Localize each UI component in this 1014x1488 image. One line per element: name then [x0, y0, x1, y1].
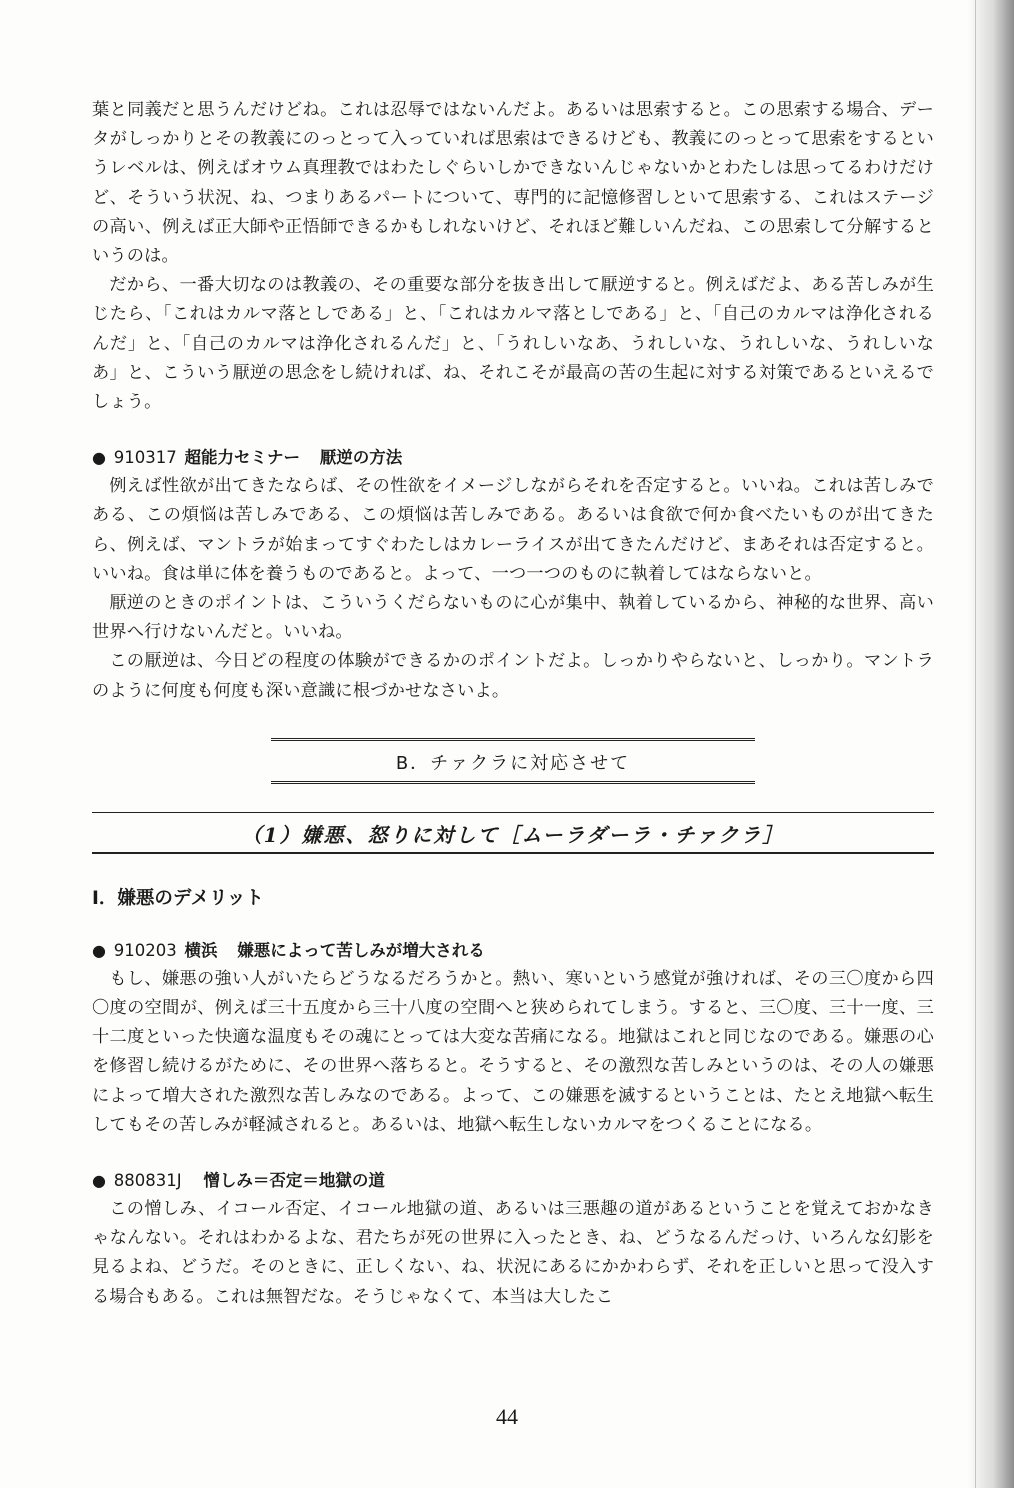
entry-code: 910317	[113, 448, 177, 468]
body-paragraph: 厭逆のときのポイントは、こういうくだらないものに心が集中、執着しているから、神秘的な世界、高い世界へ行けないんだと。いいね。	[92, 593, 934, 643]
body-paragraph: この厭逆は、今日どの程度の体験ができるかのポイントだよ。しっかりやらないと、しっかり。マントラのように何度も何度も深い意識に根づかせなさいよ。	[92, 651, 934, 701]
subsection-heading: Ⅰ．嫌悪のデメリット	[92, 887, 264, 909]
entry-title: 憎しみ＝否定＝地獄の道	[203, 1171, 385, 1191]
body-paragraph: だから、一番大切なのは教義の、その重要な部分を抜き出して厭逆すると。例えばだよ、ある苦しみが生じたら、「これはカルマ落としである」と、「これはカルマ落としである」と、「自己のカルマは浄化されるんだ」と、「自己のカルマは浄化されるんだ」と、「うれしいなあ、うれしいな、うれしいな、うれしいなあ」と、こういう厭逆の思念をし続ければ、ね、それこそが最高の苦の生起に対する対策であるといえるでしょう。	[92, 275, 934, 413]
page-number: 44	[496, 1404, 518, 1429]
body-paragraph: この憎しみ、イコール否定、イコール地獄の道、あるいは三悪趣の道があるということを覚えておかなきゃなんない。それはわかるよな、君たちが死の世界に入ったとき、ね、どうなるんだっけ、いろんな幻影を見るよね、どうだ。そのときに、正しくない、ね、状況にあるにかかわらず、それを正しいと思って没入する場合もある。これは無智だな。そうじゃなくて、本当は大したこ	[92, 1199, 934, 1307]
entry-heading	[92, 443, 934, 472]
entry-code: 880831J	[113, 1171, 182, 1191]
entry-subtitle: 嫌悪によって苦しみが増大される	[237, 940, 485, 960]
body-paragraph: 例えば性欲が出てきたならば、その性欲をイメージしながらそれを否定すると。いいね。これは苦しみである、この煩悩は苦しみである、この煩悩は苦しみである。あるいは食欲で何か食べたいものが出てきたら、例えば、マントラが始まってすぐわたしはカレーライスが出てきたんだけど、まあそれは否定すると。いいね。食は単に体を養うものであると。よって、一つ一つのものに執着してはならないと。	[92, 476, 934, 584]
subsection-banner: （1）嫌悪、怒りに対して［ムーラダーラ・チァクラ］	[92, 812, 934, 854]
bullet-icon: ●	[92, 448, 106, 468]
scan-edge-line	[975, 0, 976, 1488]
entry-title: 超能力セミナー	[184, 448, 300, 468]
bullet-icon: ●	[92, 940, 106, 960]
bullet-icon: ●	[92, 1171, 106, 1191]
section-heading: B．チァクラに対応させて	[271, 738, 755, 784]
entry-heading	[92, 936, 934, 965]
entry-heading	[92, 1166, 934, 1195]
page-content	[92, 96, 934, 1312]
entry-subtitle: 厭逆の方法	[319, 448, 403, 468]
entry-title: 横浜	[184, 940, 218, 960]
entry-code: 910203	[113, 940, 177, 960]
body-paragraph: もし、嫌悪の強い人がいたらどうなるだろうかと。熱い、寒いという感覚が強ければ、その三〇度から四〇度の空間が、例えば三十五度から三十八度の空間へと狭められてしまう。すると、三〇度、三十一度、三十二度といった快適な温度もその魂にとっては大変な苦痛になる。地獄はこれと同じなのである。嫌悪の心を修習し続けるがために、その世界へ落ちると。そうすると、その激烈な苦しみというのは、その人の嫌悪によって増大された激烈な苦しみなのである。よって、この嫌悪を滅するということは、たとえ地獄へ転生してもその苦しみが軽減されると。あるいは、地獄へ転生しないカルマをつくることになる。	[92, 968, 934, 1135]
body-paragraph: 葉と同義だと思うんだけどね。これは忍辱ではないんだよ。あるいは思索すると。この思索する場合、データがしっかりとその教義にのっとって入っていれば思索はできるけども、教義にのっとって思索をするというレベルは、例えばオウム真理教ではわたしぐらいしかできないんじゃないかとわたしは思ってるわけだけど、そういう状況、ね、つまりあるパートについて、専門的に記憶修習しといて思索する、これはステージの高い、例えば正大師や正悟師できるかもしれないけど、それほど難しいんだね、この思索して分解するというのは。	[92, 100, 934, 267]
